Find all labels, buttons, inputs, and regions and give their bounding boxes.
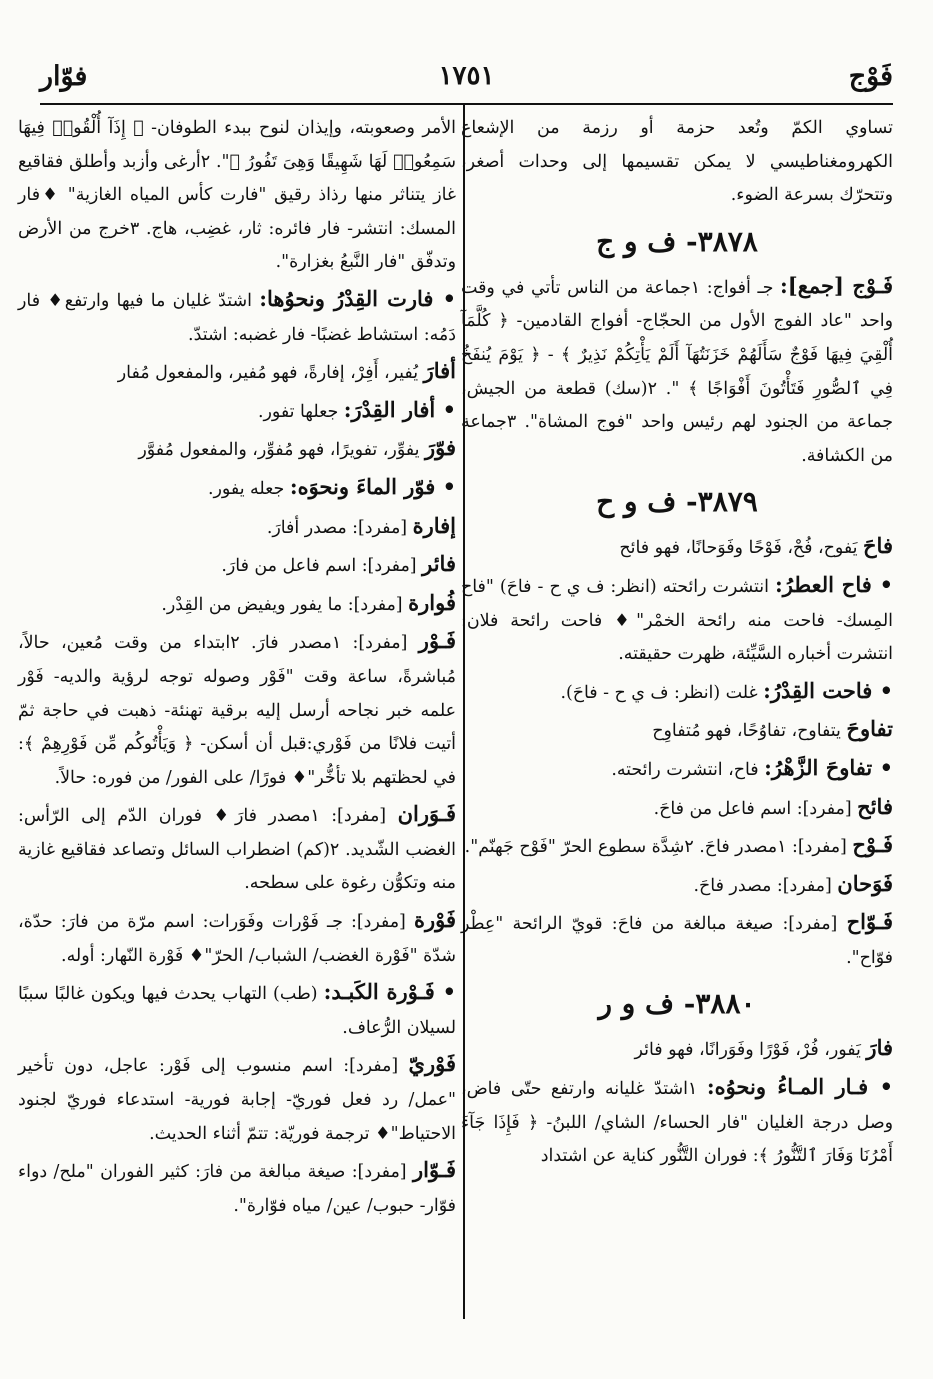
entry-headword: • فَـوْرة الكَبـد: [323,979,456,1005]
page-number: ١٧٥١ [438,61,495,91]
dictionary-entry [461,751,893,788]
entry-definition: تساوي الكمّ وتُعد حزمة أو رزمة من الإشعاع الكهرومغناطيسي لا يمكن تقسيمها إلى وحدات أصغر، وتتحرّك بسرعة الضوء. [461,118,893,206]
dictionary-entry [18,797,456,901]
entry-definition: انتشرت رائحته (انظر: ف ي ح - فاحَ) "فاح المِسك- فاحت منه رائحة الخمْر"♦ فاحت رائحة فلان: انتشرت أخباره السَّيِّئة، ظهرت حقيقته. [461,576,893,665]
entry-definition: يَفوح، فُحْ، فَوْحًا وفَوَحانًا، فهو فائح [619,538,858,559]
entry-headword: فُوارة [408,589,456,615]
dictionary-entry [461,529,893,566]
entry-headword: إفارة [412,512,456,538]
entry-headword: فَوَحان [837,870,893,896]
root-heading: ٣٨٧٩- ف و ح [596,485,758,519]
entry-definition: [مفرد]: صيغة مبالغة من فاحَ: قويّ الرائحة "عِطْر فوّاح". [461,914,893,968]
entry-headword: فَـوْر [418,628,456,654]
dictionary-entry [461,568,893,672]
entry-headword: • فارت القِدْرُ ونحوُها: [259,285,456,311]
entry-headword: فارَ [866,1035,893,1061]
entry-definition: [مفرد]: ١مصدر فارَ♦ فوران الدّم إلى الرّأس: الغضب الشّديد. ٢(كم) اضطراب السائل وتصاعد فقاقيع غازية منه وتكوُّن رغوة على سطحه. [18,806,456,894]
dictionary-entry [18,509,456,546]
entry-definition: فاح، انتشرت رائحته. [611,759,759,780]
dictionary-entry [461,712,893,749]
dictionary-entry [461,1070,893,1174]
entry-definition: [مفرد]: جـ فَوْرات وفَوَرات: اسم مرّة من فارَ: حدّة، شدّة "فَوْرة الغضب/ الشباب/ الحرّ"♦ فَوْرة النّهار: أوله. [18,912,456,966]
entry-definition: يتفاوح، تفاوُحًا، فهو مُتفاوِح [652,721,841,742]
entry-headword: فاحَ [863,533,893,559]
dictionary-entry [18,354,456,391]
entry-headword: فَوْرة [413,907,457,933]
dictionary-entry [18,1047,456,1151]
dictionary-entry [18,903,456,973]
entry-definition: جـ أفواج: ١جماعة من الناس تأتي في وقت واحد "عاد الفوج الأول من الحجّاج- أفواج القادمين- ﴿ كُلَّمَآ أُلْقِيَ فِيهَا فَوْجٌ سَأَلَهُمْ خَزَنَتُهَآ أَلَمْ يَأْتِكُمْ نَذِيرٌ ﴾ - ﴿ يَوْمَ يُنفَخُ فِي ٱلصُّورِ فَتَأْتُونَ أَفْوَاجًا ﴾ ". ٢(سك) قطعة من الجيش، جماعة من الجنود لهم رئيس واحد "فوج المشاة". ٣جماعة من الكشافة. [461,277,893,466]
entry-headword: • تفاوحَ الزَّهْرُ: [764,754,893,780]
entry-headword: • فـار المـاءُ ونحوُه: [706,1074,893,1100]
entry-definition: [مفرد]: اسم فاعل من فارَ. [221,556,417,577]
entry-headword: فَـوَران [397,801,456,827]
dictionary-entry [461,828,893,865]
entry-definition: جعلها تفور. [257,401,339,422]
entry-definition: يفوِّر، تفويرًا، فهو مُفوِّر، والمفعول مُفوَّر [138,440,420,461]
root-heading: ٣٨٨٠- ف و ر [598,987,756,1021]
dictionary-entry [18,470,456,507]
right-column [461,112,893,1319]
entry-definition: الأمر وصعوبته، وإيذان لنوح ببدء الطوفان- ﴿ إِذَآ أُلْقُوا۟ فِيهَا سَمِعُوا۟ لَهَا شَهِيقًا وَهِىَ تَفُورُ ﴾". ٢أرغى وأزبد وأطلق فقاقيع غاز يتناثر منها رذاذ رقيق "فارت كأس المياه الغازية" ♦فار المسك: انتشر- فار فائره: ثار، غضِب، هاج. ٣خرج من الأرض وتدفّق "فار النَّبعُ بغزارة". [18,118,456,273]
running-head-right: فَوْج [848,60,893,92]
dictionary-entry [18,393,456,430]
dictionary-entry [18,282,456,352]
entry-headword: أفارَ [423,358,456,384]
entry-definition: [مفرد]: مصدر فاحَ. [693,875,832,896]
entry-definition: جعله يفور. [207,478,285,499]
dictionary-entry [18,431,456,468]
dictionary-entry [18,975,456,1045]
left-column [18,112,456,1319]
dictionary-entry [461,790,893,827]
entry-headword: فَوْريّ [408,1051,456,1077]
entry-definition: اشتدّ غليان ما فيها وارتفع♦ فار دَمُه: استشاط غضبًا- فار غضبه: اشتدّ. [18,290,456,345]
entry-definition: [مفرد]: ١مصدر فاحَ. ٢شِدَّة سطوع الحرّ "فَوْح جَهنّم". [464,837,847,858]
entry-definition: (طب) التهاب يحدث فيها ويكون غالبًا سببًا لسيلان الرُّعاف. [18,984,456,1038]
dictionary-entry [18,624,456,795]
entry-definition: [مفرد]: صيغة مبالغة من فارَ: كثير الفوران "ملح/ دواء فوّار- حبوب/ عين/ مياه فوّارة". [18,1162,456,1216]
entry-definition: [مفرد]: اسم منسوب إلى فَوْر: عاجل، دون تأخير "عمل/ رد فعل فوريّ- إجابة فورية- استدعاء فوريّ لجنود الاحتياط"♦ ترجمة فوريّة: تتمّ أثناء الحديث. [18,1056,456,1144]
entry-definition: غلت (انظر: ف ي ح - فاحَ). [560,682,758,703]
entry-headword: فائح [857,793,893,819]
entry-definition: [مفرد]: اسم فاعل من فاحَ. [653,798,852,819]
dictionary-entry [461,269,893,474]
entry-headword: فائر [422,551,456,577]
entry-definition: يُفير، أَفِرْ، إفارةً، فهو مُفير، والمفعول مُفار [117,363,419,384]
dictionary-entry [461,905,893,975]
entry-headword: فَـوّار [412,1157,456,1183]
entry-definition: يَفور، فُرْ، فَوْرًا وفَوَرانًا، فهو فائر [634,1040,861,1061]
continued-text [18,112,456,280]
root-heading: ٣٨٧٨- ف و ج [596,224,758,258]
dictionary-entry [18,586,456,623]
entry-definition: [مفرد]: ١مصدر فارَ. ٢ابتداء من وقت مُعين، حالاً، مُباشرةً، ساعة وقت "فَوْر وصوله توجه لرؤية والديه- فَوْر علمه خبر نجاحه أرسل إليه برقية تهنئة- ذهبت في حاجة ثمّ أتيت فلانًا من فَوْري:قبل أن أسكن- ﴿ وَيَأْتُوكُم مِّن فَوْرِهِمْ ﴾: في لحظتهم بلا تأخُّر"♦ فورًا/ على الفور/ من فوره: حالاً. [18,633,456,788]
entry-definition: [مفرد]: مصدر أفارَ. [266,517,408,538]
entry-headword: فَـوّاح [846,909,893,935]
entry-headword: تفاوحَ [846,716,893,742]
dictionary-entry [461,674,893,711]
header-rule [40,103,893,105]
dictionary-entry [18,547,456,584]
dictionary-entry [18,1153,456,1223]
entry-headword: • فاح العطرُ: [775,571,894,597]
entry-headword: فَـوْج [جمع]: [780,272,893,298]
entry-headword: فوّرَ [424,435,456,461]
continued-text [461,112,893,213]
entry-definition: [مفرد]: ما يفور ويفيض من القِدْر. [161,594,403,615]
entry-headword: • فوّر الماءَ ونحوَه: [289,473,456,499]
entry-headword: • فاحت القِدْرُ: [763,677,893,703]
running-head-left: فوّار [40,60,88,92]
dictionary-entry [461,867,893,904]
dictionary-entry [461,1031,893,1068]
entry-definition: ١اشتدّ غليانه وارتفع حتّى فاض، وصل درجة الغليان "فار الحساء/ الشاي/ اللبنُ- ﴿ فَإِذَا جَآءَ أَمْرُنَا وَفَارَ ٱلتَّنُّورُ ﴾: فوران التَّنُّور كناية عن اشتداد [461,1079,893,1167]
entry-headword: • أفار القِدْرَ: [343,396,456,422]
page-header [40,50,893,102]
entry-headword: فَـوْح [852,832,893,858]
